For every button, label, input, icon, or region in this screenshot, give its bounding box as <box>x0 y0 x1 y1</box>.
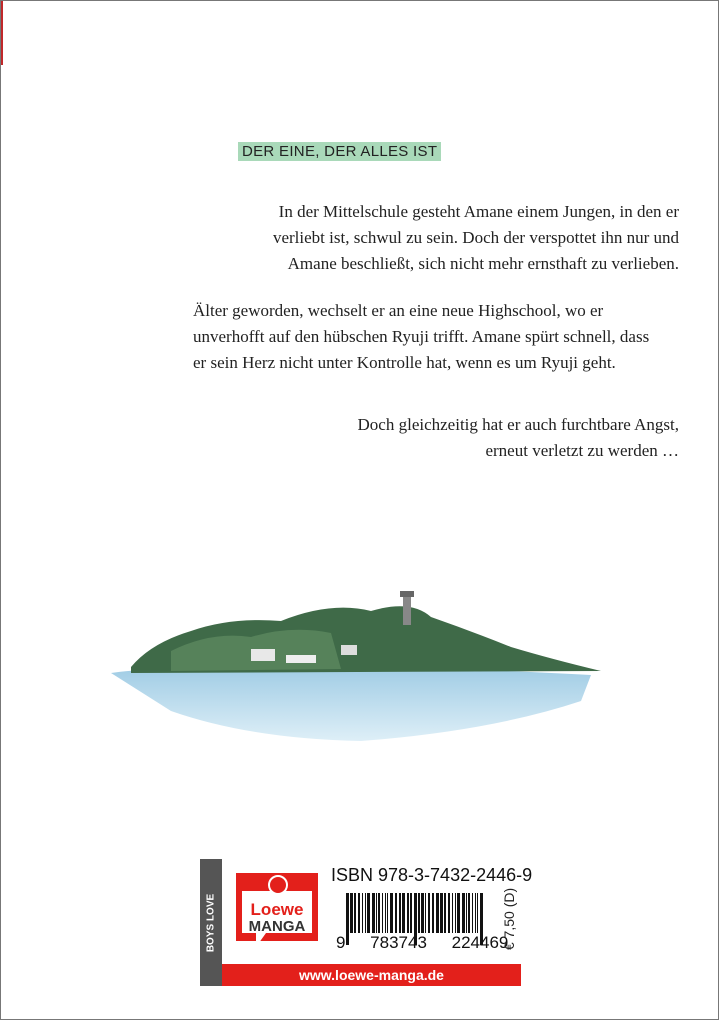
blurb-paragraph-3 <box>151 412 679 464</box>
barcode-bar <box>428 893 430 933</box>
island-illustration <box>111 581 611 771</box>
barcode-digits: 9 783743 224469 <box>336 933 509 952</box>
barcode-bar <box>448 893 450 933</box>
barcode-bar <box>390 893 393 933</box>
barcode-bar <box>472 893 473 933</box>
barcode-bar <box>418 893 420 933</box>
blurb-paragraph-2 <box>193 298 693 376</box>
website-link[interactable]: www.loewe-manga.de <box>222 964 521 986</box>
barcode-bar <box>354 893 356 933</box>
isbn: ISBN 978-3-7432-2446-9 <box>331 865 533 885</box>
barcode-bar <box>350 893 353 933</box>
barcode-bar <box>462 893 465 933</box>
text-line: er sein Herz nicht unter Kontrolle hat, wenn es um Ryuji geht. <box>193 353 616 372</box>
text-line: Amane beschließt, sich nicht mehr ernsthaft zu verlieben. <box>287 254 679 273</box>
barcode-bar <box>385 893 386 933</box>
barcode-bar <box>367 893 370 933</box>
blurb-heading: DER EINE, DER ALLES IST <box>238 142 441 161</box>
barcode-bar <box>440 893 443 933</box>
barcode-bar <box>466 893 467 933</box>
text-line: Doch gleichzeitig hat er auch furchtbare Angst, <box>357 415 679 434</box>
barcode-bar <box>376 893 377 933</box>
price: € 7,50 (D) <box>501 887 517 951</box>
barcode-bar <box>421 893 424 933</box>
barcode-bar <box>444 893 446 933</box>
barcode-bar <box>387 893 388 933</box>
barcode-bar <box>365 893 366 933</box>
barcode-bar <box>399 893 401 933</box>
barcode-bar <box>372 893 375 933</box>
text-line: Älter geworden, wechselt er an eine neue Highschool, wo er <box>193 301 604 320</box>
barcode-bar <box>432 893 434 933</box>
spine-accent <box>1 1 3 65</box>
genre-label <box>200 859 222 986</box>
barcode-bar <box>475 893 476 933</box>
barcode-bar <box>358 893 360 933</box>
svg-text:MANGA: MANGA <box>248 918 306 935</box>
svg-text:Loewe: Loewe <box>250 900 304 919</box>
barcode-bar <box>407 893 409 933</box>
barcode-bar <box>477 893 478 933</box>
barcode-bar <box>457 893 460 933</box>
barcode-bar <box>410 893 412 933</box>
loewe-manga-logo <box>236 873 318 951</box>
text-line: unverhofft auf den hübschen Ryuji trifft. Amane spürt schnell, dass <box>193 327 650 346</box>
genre-text: BOYS LOVE <box>205 893 217 952</box>
text-line: In der Mittelschule gesteht Amane einem Jungen, in den er <box>278 202 679 221</box>
barcode-bar <box>362 893 363 933</box>
text-line: erneut verletzt zu werden … <box>485 441 679 460</box>
barcode-bar <box>436 893 439 933</box>
barcode-bar <box>425 893 426 933</box>
barcode-bar <box>395 893 397 933</box>
blurb-paragraph-1 <box>151 199 679 277</box>
barcode-bar <box>452 893 453 933</box>
barcode-bar <box>378 893 380 933</box>
text-line: verliebt ist, schwul zu sein. Doch der verspottet ihn nur und <box>272 228 679 247</box>
barcode-bar <box>468 893 470 933</box>
barcode-bar <box>402 893 405 933</box>
barcode-bar <box>382 893 383 933</box>
barcode-bar <box>455 893 456 933</box>
